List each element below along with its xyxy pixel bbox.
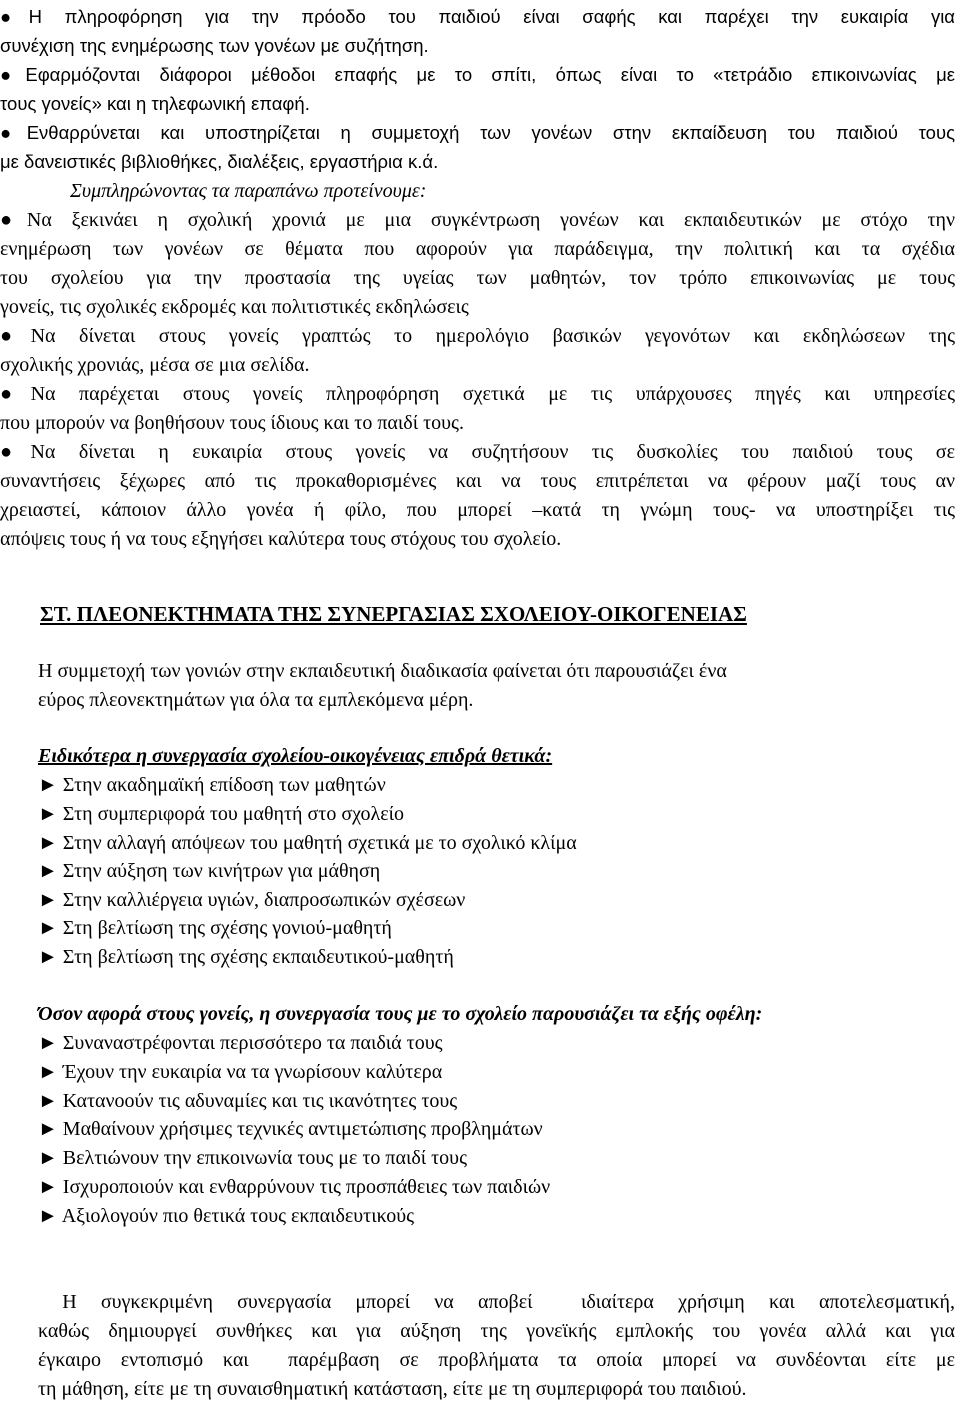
section-heading: ΣΤ. ΠΛΕΟΝΕΚΤΗΜΑΤΑ ΤΗΣ ΣΥΝΕΡΓΑΣΙΑΣ ΣΧΟΛΕΙΟΥ-ΟΙΚΟΓΕΝΕΙΑΣ bbox=[40, 602, 747, 626]
text-line: Η συγκεκριμένη συνεργασία μπορεί να αποβεί ιδιαίτερα χρήσιμη και αποτελεσματική, bbox=[38, 1291, 955, 1313]
list-item: ► Στην καλλιέργεια υγιών, διαπροσωπικών σχέσεων bbox=[38, 889, 466, 911]
students-heading: Ειδικότερα η συνεργασία σχολείου-οικογένειας επιδρά θετικά: bbox=[38, 745, 553, 767]
text-line: του σχολείου για την προστασία της υγείας των μαθητών, τον τρόπο επικοινωνίας με τους bbox=[0, 267, 955, 289]
text-line: συναντήσεις ξέχωρες από τις προκαθορισμένες και να τους επιτρέπεται να φέρουν μαζί τους αν bbox=[0, 470, 955, 492]
list-item: ► Ισχυροποιούν και ενθαρρύνουν τις προσπάθειες των παιδιών bbox=[38, 1176, 551, 1198]
list-item: ► Βελτιώνουν την επικοινωνία τους με το παιδί τους bbox=[38, 1147, 467, 1169]
text-line: ενημέρωση των γονέων σε θέματα που αφορούν για παράδειγμα, την πολιτική και τα σχέδια bbox=[0, 238, 955, 260]
text-line: ●Να δίνεται στους γονείς γραπτώς το ημερολόγιο βασικών γεγονότων και εκδηλώσεων της bbox=[0, 325, 955, 347]
text-line: ●Να δίνεται η ευκαιρία στους γονείς να συζητήσουν τις δυσκολίες του παιδιού τους σε bbox=[0, 441, 955, 463]
list-item: ► Στην αύξηση των κινήτρων για μάθηση bbox=[38, 860, 381, 882]
list-item: ► Συναναστρέφονται περισσότερο τα παιδιά τους bbox=[38, 1032, 443, 1054]
list-item: ► Μαθαίνουν χρήσιμες τεχνικές αντιμετώπισης προβλημάτων bbox=[38, 1118, 543, 1140]
list-item: ► Έχουν την ευκαιρία να τα γνωρίσουν καλύτερα bbox=[38, 1061, 443, 1083]
list-item: ► Στη βελτίωση της σχέσης εκπαιδευτικού-μαθητή bbox=[38, 946, 454, 968]
text-line: τη μάθηση, είτε με τη συναισθηματική κατάσταση, είτε με τη συμπεριφορά του παιδιού. bbox=[38, 1378, 747, 1400]
text-line: ●Να παρέχεται στους γονείς πληροφόρηση σχετικά με τις υπάρχουσες πηγές και υπηρεσίες bbox=[0, 383, 955, 405]
proposals-intro: Συμπληρώνοντας τα παραπάνω προτείνουμε: bbox=[70, 180, 427, 202]
text-line: Η συμμετοχή των γονιών στην εκπαιδευτική διαδικασία φαίνεται ότι παρουσιάζει ένα bbox=[38, 660, 727, 682]
list-item: ► Στη βελτίωση της σχέσης γονιού-μαθητή bbox=[38, 917, 392, 939]
text-line: συνέχιση της ενημέρωσης των γονέων με συζήτηση. bbox=[0, 35, 429, 56]
text-line: καθώς δημιουργεί συνθήκες και για αύξηση της γονεϊκής εμπλοκής του γονέα αλλά και για bbox=[38, 1320, 955, 1342]
list-item: ► Στην ακαδημαϊκή επίδοση των μαθητών bbox=[38, 774, 386, 796]
text-line: σχολικής χρονιάς, μέσα σε μια σελίδα. bbox=[0, 354, 310, 376]
list-item: ► Κατανοούν τις αδυναμίες και τις ικανότητες τους bbox=[38, 1090, 458, 1112]
text-line: απόψεις τους ή να τους εξηγήσει καλύτερα τους στόχους του σχολείο. bbox=[0, 528, 562, 550]
text-line: τους γονείς» και η τηλεφωνική επαφή. bbox=[0, 93, 310, 114]
list-item: ► Αξιολογούν πιο θετικά τους εκπαιδευτικούς bbox=[38, 1205, 415, 1227]
text-line: χρειαστεί, κάποιον άλλο γονέα ή φίλο, που μπορεί –κατά τη γνώμη τους- να υποστηρίξει τις bbox=[0, 499, 955, 521]
list-item: ► Στην αλλαγή απόψεων του μαθητή σχετικά με το σχολικό κλίμα bbox=[38, 832, 577, 854]
text-line: έγκαιρο εντοπισμό και παρέμβαση σε προβλήματα τα οποία μπορεί να συνδέονται είτε με bbox=[38, 1349, 955, 1371]
text-line: με δανειστικές βιβλιοθήκες, διαλέξεις, εργαστήρια κ.ά. bbox=[0, 151, 439, 172]
text-line: ●Η πληροφόρηση για την πρόοδο του παιδιού είναι σαφής και παρέχει την ευκαιρία για bbox=[0, 6, 955, 27]
text-line: ●Να ξεκινάει η σχολική χρονιά με μια συγκέντρωση γονέων και εκπαιδευτικών με στόχο την bbox=[0, 209, 955, 231]
text-line: εύρος πλεονεκτημάτων για όλα τα εμπλεκόμενα μέρη. bbox=[38, 689, 474, 711]
parents-heading: Όσον αφορά στους γονείς, η συνεργασία τους με το σχολείο παρουσιάζει τα εξής οφέλη: bbox=[38, 1003, 763, 1025]
text-line: γονείς, τις σχολικές εκδρομές και πολιτιστικές εκδηλώσεις bbox=[0, 296, 469, 318]
text-line: που μπορούν να βοηθήσουν τους ίδιους και το παιδί τους. bbox=[0, 412, 464, 434]
text-line: ●Εφαρμόζονται διάφοροι μέθοδοι επαφής με το σπίτι, όπως είναι το «τετράδιο επικοινωνίας με bbox=[0, 64, 955, 85]
text-line: ●Ενθαρρύνεται και υποστηρίζεται η συμμετοχή των γονέων στην εκπαίδευση του παιδιού τους bbox=[0, 122, 955, 143]
list-item: ► Στη συμπεριφορά του μαθητή στο σχολείο bbox=[38, 803, 405, 825]
